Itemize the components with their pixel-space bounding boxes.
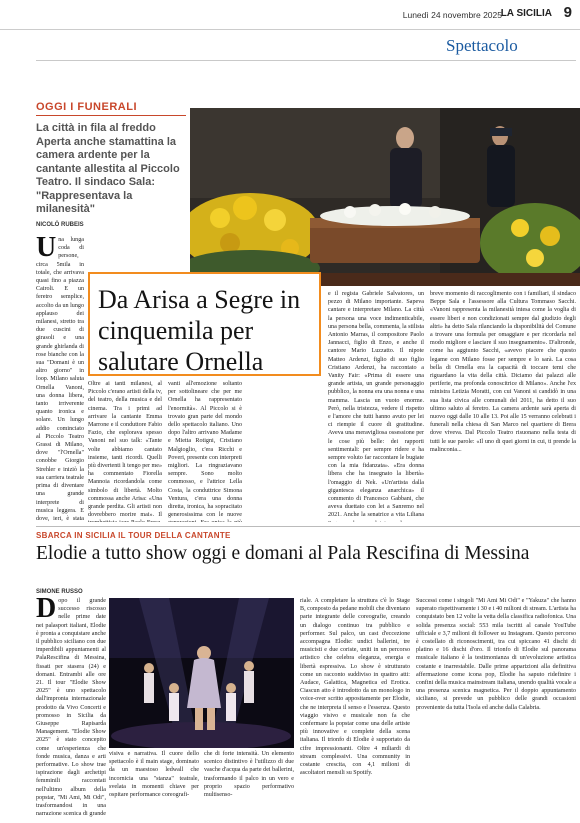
article2-byline: SIMONE RUSSO bbox=[36, 589, 83, 595]
article2-col3-text: che di forte intensità. Un elemento scenico distintivo è l'utilizzo di due vasche d'acqua da parte dei ballerini, trasformando il palco in un vero e proprio spazio performativo multisenso- bbox=[204, 751, 294, 799]
funeral-photo bbox=[190, 108, 580, 286]
article1-col3 bbox=[168, 380, 242, 522]
article1-col1 bbox=[36, 236, 84, 522]
article2-col3 bbox=[204, 750, 294, 820]
issue-date: Lunedì 24 novembre 2025 bbox=[402, 10, 502, 20]
article1-col1-text: na lunga coda di persone, circa 5mila in totale, che arrivava quasi fino a piazza Cairoli. E un feretro semplice, accolto da un lungo applauso dei milanesi, stretto tra due cuscini di girasoli e una grande ghirlanda di rose bianche con la sua "Domani è un altro giorno" in loop. Milano saluta Ornella Vanoni, una donna libera, tanto irriverente quanto ironica e solare. Un lungo addio cominciato al Piccolo Teatro Grassi di Milano, dove "l'Ornella" conobbe Giorgio Strehler e iniziò la sua carriera teatrale prima di diventare una grande interprete di musica leggera. E dove, ieri, è stata bbox=[36, 237, 84, 522]
article1-col5-text: breve momento di raccoglimento con i familiari, il sindaco Beppe Sala e l'assessore alla Cultura Tommaso Sacchi. «Vanoni rappresenta la milanesità intesa come la voglia di essere liberi e non condizionati sempre dal giudizio degli altri» ha detto Sala rilanciando la disponibilità del Comune a trovare una formula per omaggiare e per ricordarla nel modo migliore e lasciare il suo insegnamento». D'altronde, come ha aggiunto Sacchi, «avevo piacere che questo legame con Milano fosse per sempre e lo sarà. La cosa bella di Ornella era la capacità di toccare temi che riguardano la vita della città. Diciamo dai palazzi alle periferie, ma profonda conoscitrice di Milano». Anche l'ex ministra Letizia Moratti, con cui Vanoni si candidò in una sua lista civica alle comunali del 2011, ha detto il suo ultimo saluto al feretro. La camera ardente sarà aperta di nuovo oggi dalle 10 alle 13. Poi alle 15 verranno celebrati i funerali nella chiesa di San Marco nel quartiere di Brera dove viveva. Dal Piccolo Teatro risuonano nella testa di tutti le sue parole: «Il uno di quei giorni in cui, ti prende la malinconia... bbox=[430, 291, 576, 453]
article1-kicker: OGGI I FUNERALI bbox=[36, 101, 137, 113]
article1-col2 bbox=[88, 380, 162, 522]
article1-col5 bbox=[430, 290, 576, 522]
article1-byline: NICOLÒ RUBEIS bbox=[36, 222, 84, 228]
section-rule bbox=[36, 60, 576, 61]
article2-col1-text: opo il grande successo riscosso nelle prime date nei palasport italiani, Elodie è pronta a conquistare anche il pubblico siciliano con due imperdibili appuntamenti al PalaRescifina di Messina, fissati per stasera (24) e domani. Entrambi alle ore 21. Il tour "Elodie Show 2025" è uno spettacolo dall'impronta internazionale prodotto da Vivo Concerti e promosso in Sicilia da Giuseppe Rapisarda Management. "Elodie Show 2025" è stato concepito come un'esperienza che fonde musica, danza e arti performative. Lo show trae ispirazione dagli archetipi femminili raccontati nell'ultimo album della popstar, "Mi Ami, Mi Odi", trasformandosi in una narrazione scenica di grande bbox=[36, 598, 106, 818]
article2-col1 bbox=[36, 597, 106, 819]
article1-col2-text: Oltre ai tanti milanesi, al Piccolo c'erano artisti della tv, del teatro, della musica e del cinema. Tra i primi ad arrivare la cantante Emma Marrone e il conduttore Fabio Fazio, che esplorava spesso Vanoni nel suo talk: «Tante volte abbiamo cantato insieme, tanti ricordi. Quelli più divertenti li tengo per me» ha commentato Fiorella Mannoia ricordandola come simbolo di libertà. Molto commossa anche Arisa: «Una grande perdita. Gli artisti non dovrebbero morire mai». Il bbox=[88, 381, 162, 519]
dropcap: U bbox=[36, 236, 57, 263]
article2-col2 bbox=[109, 750, 199, 820]
article2-kicker: SBARCA IN SICILIA IL TOUR DELLA CANTANTE bbox=[36, 531, 231, 540]
kicker-rule bbox=[36, 115, 186, 116]
page-header bbox=[0, 4, 580, 30]
article2-headline: Elodie a tutto show oggi e domani al Pala Rescifina di Messina bbox=[36, 543, 530, 564]
article2-col5-text: Successi come i singoli "Mi Ami Mi Odi" e "Yakuza" che hanno superato rispettivamente i 30 e i 40 milioni di stream. L'artista ha conquistato ben 12 volte la vetta della classifica radiofonica. Una solida presenza social: 553 mila iscritti al canale YouTube ufficiale e 3,7 milioni di follower su Instagram. Questo percorso è costellato di riconoscimenti, tra cui spiccano 41 dischi di platino e 16 dischi d'oro. Il trionfo di Elodie sul panorama musicale italiano è la testimonianza di un'evoluzione artistica costante e inarrestabile. Dalle prime apparizioni alla definitiva affermazione come icona pop, Elodie ha saputo ridefinire i confini della musica mainstream italiana, unendo qualità vocale a una presenza scenica magnetica. Per il doppio appuntamento siciliano, si prevede un pubblico delle grandi occasioni proveniente da tutta l'Isola ed anche dalla Calabria. bbox=[416, 598, 576, 711]
article1-col3-text: vanti all'emozione soltanto per sottolineare che per me Ornella ha rappresentato l'enormità». Al Piccolo si è trovato gran parte del mondo dello spettacolo italiano. Uno dopo l'altro arrivano Madame e Mietta Rotigni, Cristiano Malgioglio, c'era Ricchi e Poveri, presente con interpreti migliori. La ringraziavano sempre. Sono molto commosso, e l'attrice Lella Costa, la conduttrice Simona Ventura, c'era una donna diretta, ironica, ha sopracitato generosissima con le nuove bbox=[168, 381, 242, 519]
article2-col2-text: visiva e narrativa. Il cuore dello spettacolo è il main stage, dominato da un maestoso ledwall che incornicia una "stanza" teatrale, svelata in momenti chiave per ospitare performance coreografi- bbox=[109, 751, 199, 799]
article1-subhead: La città in fila al freddo Aperta anche stamattina la camera ardente per la cantante allestita al Piccolo Teatro. Il sindaco Sala: "Rappresentava la milanesità" bbox=[36, 122, 180, 215]
page-number: 9 bbox=[563, 4, 572, 21]
article1-col4 bbox=[328, 290, 424, 522]
headline-box bbox=[88, 272, 321, 376]
newspaper-name: LA SICILIA bbox=[500, 8, 552, 19]
article2-col4 bbox=[300, 597, 410, 819]
dropcap: D bbox=[36, 597, 57, 624]
article1-headline: Da Arisa a Segre in cinquemila per salutare Ornella bbox=[98, 285, 301, 376]
article-divider bbox=[36, 526, 580, 527]
section-title: Spettacolo bbox=[446, 36, 518, 55]
article2-col5 bbox=[416, 597, 576, 819]
concert-photo bbox=[109, 598, 294, 748]
article2-col4-text: riale. A completare la struttura c'è lo Stage B, composto da pedane mobili che diventano parte integrante delle coreografie, creando un dialogo continuo tra pubblico e performer. Sul palco, un cast d'eccezione accompagna Elodie: undici ballerini, tre musicisti e due coriste, uniti in un percorso artistico che celebra eleganza, energia e libertà espressiva. Lo show è strutturato come un racconto suddiviso in quattro atti: Audace, Galattica, Magnetica ed Erotica. Ciascun atto è introdotto da un monologo in voice-over scritto appositamente per Elodie, che ne interpreta il senso e l'essenza. Questo viaggio visivo e musicale non fa che confermare la popstar come una delle artiste più innovative e complete della scena italiana. Il trionfo di Elodie è supportato da cifre impressionanti. Oltre 4 miliardi di stream complessivi. Una community in costante crescita, con 4,1 milioni di ascoltatori mensili su Spotify. bbox=[300, 598, 410, 777]
article1-col4-text: e il regista Gabriele Salvatores, un pezzo di Milano importante. Sapeva cantare e interpretare Milano. La città la persona una voce indimenticabile, una persona bella, commenta, la stilista Antonio Marras, il compositore Paolo Jannacci, figlio di Enzo, e anche il cantore Mario Luzzatto. Il nipote Matteo Ardenzi, figlio di suo figlio Cristiano Ardenzi, ha raccontato a Vanity Fair: «Prima di essere una grande artista, un grande personaggio pubblico, la nonna era una nonna e una mamma. Lascia un vuoto enorme. Però, nella tristezza, vedere il rispetto e l'amore che tutti hanno avuto per lei ci riempie il cuore di gratitudine. Aveva una meravigliosa ossessione per le cose più belle: dei rapporti sentimentali: per sempre ridere e ha sempre voluto far raccontare le bugiate con la mia fidanzata». «Era donna libera che ha insegnato la libertà» l'omaggio di Nek. «Un'artista dalla gigantesca eleganza anarchica» il commento di Francesco Gabbani, che aveva duettato con lei a Sanremo nel 2021. Anche la senatrice a vita Liliana bbox=[328, 291, 424, 519]
